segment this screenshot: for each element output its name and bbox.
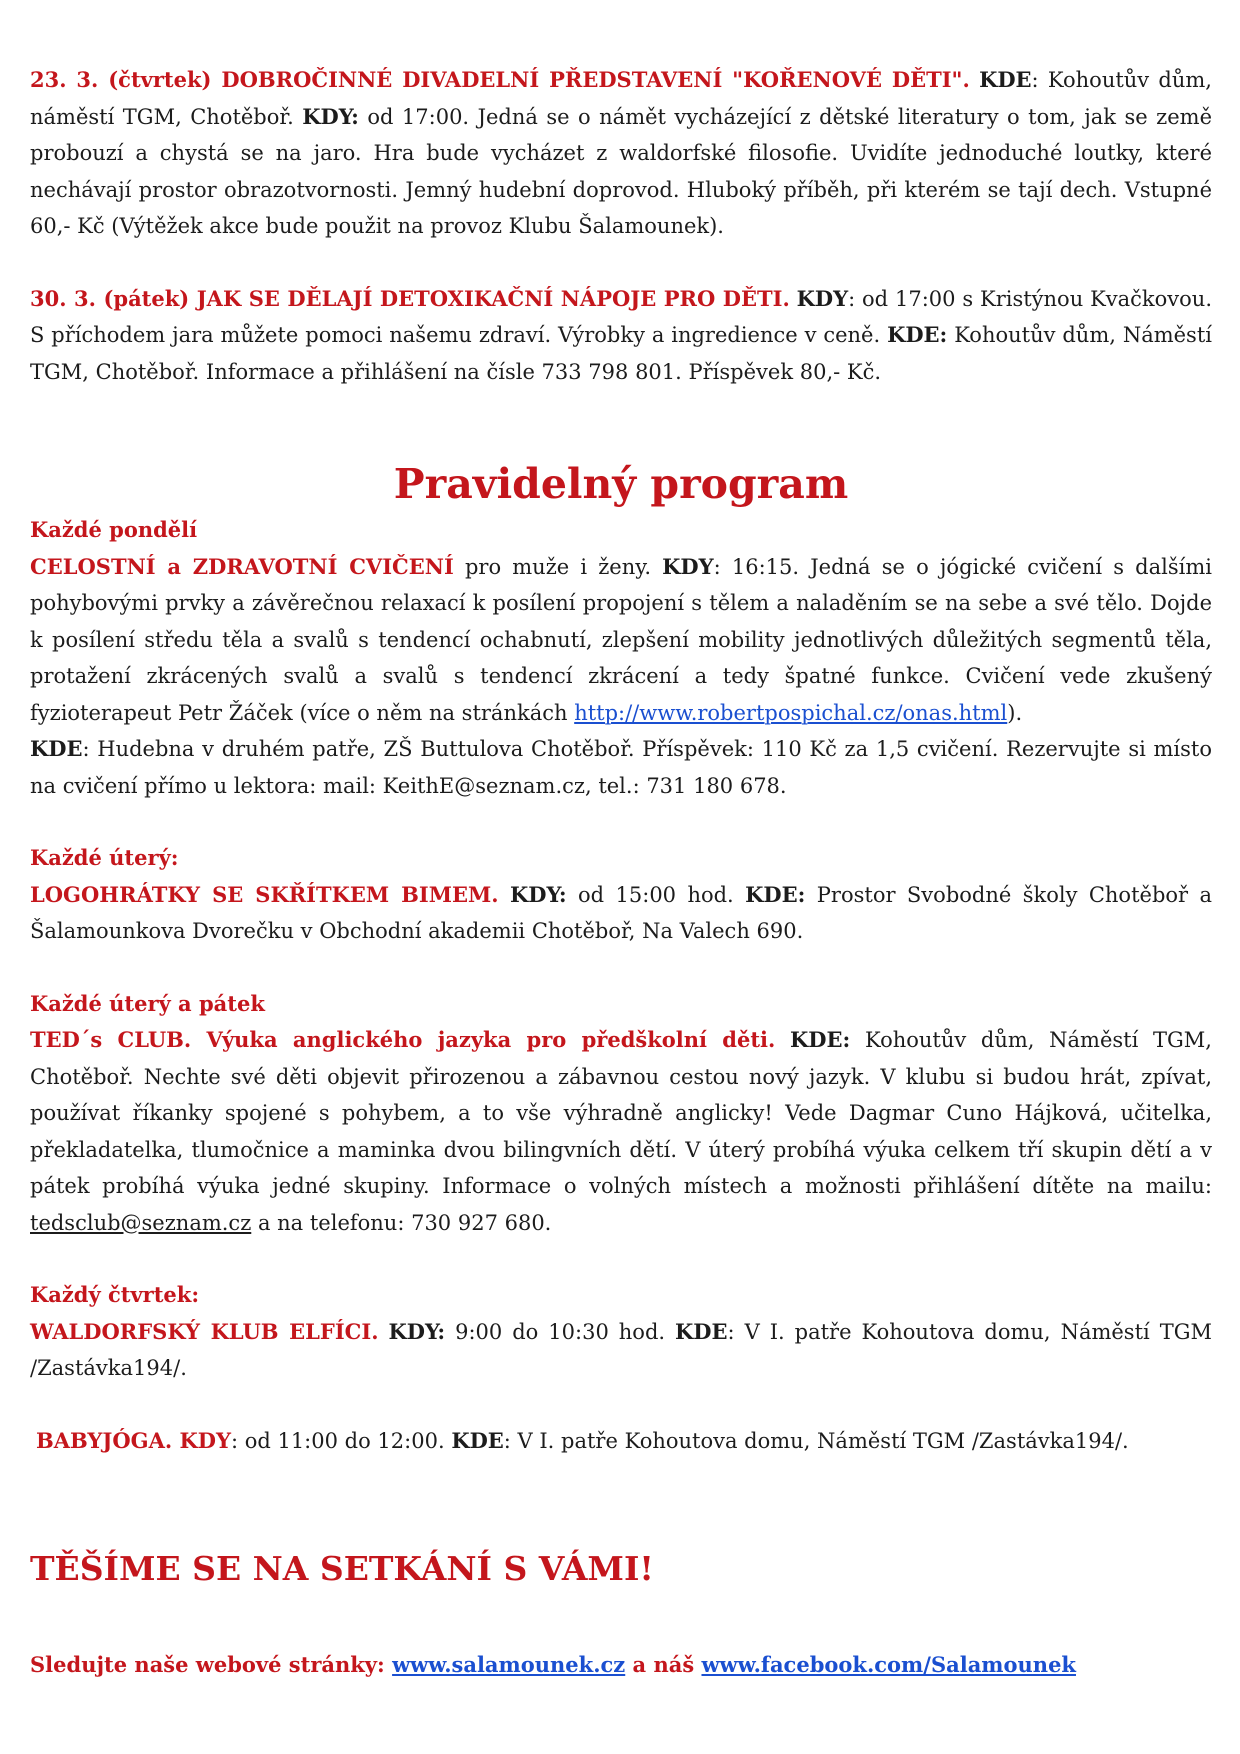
program-text: ). xyxy=(1007,700,1023,725)
program-paragraph xyxy=(30,549,1212,732)
footer-text: a náš xyxy=(625,1652,702,1677)
program-text: : od 11:00 do 12:00. xyxy=(230,1428,445,1453)
footer-line xyxy=(30,1647,1212,1684)
program-paragraph xyxy=(30,877,1212,950)
when-label: KDY: xyxy=(388,1318,446,1344)
when-label: KDY: xyxy=(509,881,567,907)
where-label: KDE xyxy=(451,1427,504,1453)
event-title: 30. 3. (pátek) JAK SE DĚLAJÍ DETOXIKAČNÍ NÁPOJE PRO DĚTI. xyxy=(30,285,790,311)
event-body: Kohoutův dům, Náměstí TGM, Chotěboř. Informace a přihlášení na čísle 733 798 801. Příspěvek 80,- Kč. xyxy=(30,323,1212,384)
when-label: KDY xyxy=(796,285,849,311)
program-title: CELOSTNÍ a ZDRAVOTNÍ CVIČENÍ xyxy=(30,553,454,579)
where-label: KDE: xyxy=(790,1027,851,1052)
program-text: Kohoutův dům, Náměstí TGM, Chotěboř. Nechte své děti objevit přirozenou a zábavnou cestou nový jazyk. V klubu si budou hrát, zpívat, používat říkanky spojené s pohybem, a to vše výhradně anglicky! Vede Dagmar Cuno Hájková, učitelka, překladatelka, tlumočnice a maminka dvou bilingvních dětí. V úterý probíhá výuka celkem tří skupin dětí a v pátek probíhá výuka jedné skupiny. Informace o volných místech a možnosti přihlášení dítěte na mailu: xyxy=(30,1028,1212,1198)
where-label: KDE xyxy=(30,736,83,761)
program-paragraph xyxy=(30,1022,1212,1241)
program-title: WALDORFSKÝ KLUB ELFÍCI. xyxy=(30,1318,379,1344)
where-label: KDE xyxy=(675,1318,728,1344)
program-text: Prostor Svobodné školy Chotěboř a Šalamounkova Dvorečku v Obchodní akademii Chotěboř, Na Valech 690. xyxy=(30,882,1213,943)
where-text: : Kohoutův dům, náměstí TGM, Chotěboř. xyxy=(30,68,1212,129)
event-paragraph xyxy=(30,62,1212,245)
where-label: KDE: xyxy=(745,881,806,907)
where-label: KDE xyxy=(979,67,1032,92)
day-heading: Každé úterý: xyxy=(30,845,179,870)
section-title: Pravidelný program xyxy=(393,460,849,508)
facebook-link[interactable]: www.facebook.com/Salamounek xyxy=(701,1652,1076,1677)
program-title: TED´s CLUB. Výuka anglického jazyka pro předškolní děti. xyxy=(30,1027,776,1052)
program-paragraph xyxy=(30,731,1212,804)
program-title: BABYJÓGA. KDY xyxy=(36,1427,231,1453)
day-heading: Každé úterý a pátek xyxy=(30,990,265,1016)
program-text: : V I. patře Kohoutova domu, Náměstí TGM /Zastávka194/. xyxy=(503,1428,1129,1453)
program-text: : V I. patře Kohoutova domu, Náměstí TGM /Zastávka194/. xyxy=(30,1319,1212,1380)
email-link[interactable]: tedsclub@seznam.cz xyxy=(30,1210,252,1235)
event-body: od 17:00. Jedná se o námět vycházející z dětské literatury o tom, jak se země probouzí a chystá se na jaro. Hra bude vycházet z waldorfské filosofie. Uvidíte jednoduché loutky, které nechávají prostor obrazotvornosti. Jemný hudební doprovod. Hluboký příběh, při kterém se tají dech. Vstupné 60,- Kč (Výtěžek akce bude použit na provoz Klubu Šalamounek). xyxy=(30,104,1212,238)
where-label: KDE: xyxy=(887,322,948,347)
program-paragraph xyxy=(30,1423,1212,1460)
when-text: : od 17:00 s Kristýnou Kvačkovou. S příchodem jara můžete pomoci našemu zdraví. Výrobky a ingredience v ceně. xyxy=(30,286,1212,347)
program-title: LOGOHRÁTKY SE SKŘÍTKEM BIMEM. xyxy=(30,881,499,907)
event-title: 23. 3. (čtvrtek) DOBROČINNÉ DIVADELNÍ PŘEDSTAVENÍ "KOŘENOVÉ DĚTI". xyxy=(30,67,970,92)
website-link[interactable]: http://www.robertpospichal.cz/onas.html xyxy=(574,700,1008,725)
day-heading: Každé pondělí xyxy=(30,517,198,542)
program-text: a na telefonu: 730 927 680. xyxy=(251,1210,552,1235)
program-text: : 16:15. Jedná se o jógické cvičení s dalšími pohybovými prvky a závěrečnou relaxací k posílení propojení s tělem a naladěním se na sebe a své tělo. Dojde k posílení středu těla a svalů s tendencí ochabnutí, zlepšení mobility jednotlivých důležitých segmentů těla, protažení zkrácených svalů a svalů s tendencí zkrácení a tedy špatné funkce. Cvičení vede zkušený fyzioterapeut Petr Žáček (více o něm na stránkách xyxy=(30,554,1212,725)
when-label: KDY: xyxy=(302,103,359,129)
program-text: 9:00 do 10:30 hod. xyxy=(445,1319,666,1344)
closing-message: TĚŠÍME SE NA SETKÁNÍ S VÁMI! xyxy=(30,1549,654,1588)
event-paragraph xyxy=(30,281,1212,391)
program-text: : Hudebna v druhém patře, ZŠ Buttulova Chotěboř. Příspěvek: 110 Kč za 1,5 cvičení. Rezervujte si místo na cvičení přímo u lektora: mail: KeithE@seznam.cz, tel.: 731 180 678. xyxy=(30,737,1212,798)
program-paragraph xyxy=(30,1314,1212,1387)
when-label: KDY xyxy=(662,553,714,579)
website-link[interactable]: www.salamounek.cz xyxy=(392,1652,626,1677)
footer-text: Sledujte naše webové stránky: xyxy=(30,1652,393,1677)
program-text: od 15:00 hod. xyxy=(566,882,734,907)
program-text: pro muže i ženy. xyxy=(453,554,651,579)
day-heading: Každý čtvrtek: xyxy=(30,1282,200,1307)
